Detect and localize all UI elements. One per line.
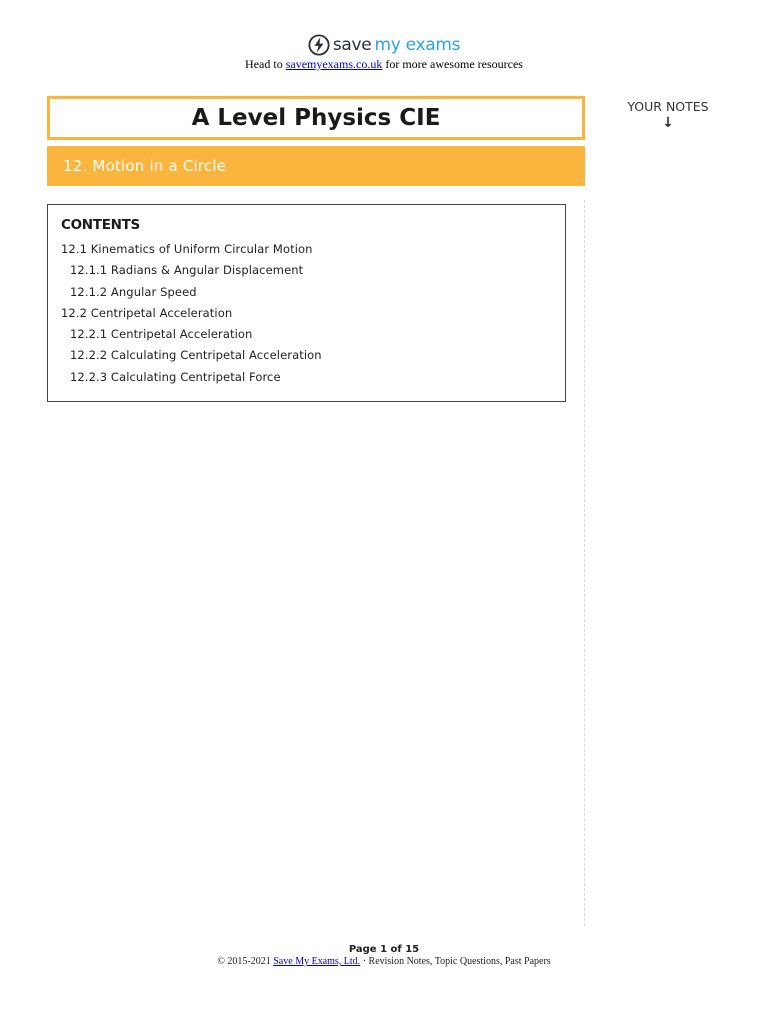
toc-item[interactable]: 12.2.1 Centripetal Acceleration	[70, 327, 253, 342]
brand-name-save: save	[332, 35, 372, 55]
page-title: A Level Physics CIE	[191, 105, 441, 131]
lightning-bolt-icon	[308, 34, 330, 56]
chapter-title: 12. Motion in a Circle	[63, 157, 227, 175]
chapter-banner	[47, 146, 585, 186]
brand-logo[interactable]	[0, 34, 768, 58]
brand-name-rest: my exams	[374, 35, 461, 55]
header-prefix: Head to	[245, 57, 283, 71]
toc-item[interactable]: 12.2 Centripetal Acceleration	[61, 305, 233, 320]
toc-item[interactable]: 12.1.2 Angular Speed	[70, 284, 197, 299]
title-box	[47, 96, 585, 140]
toc-item[interactable]: 12.1 Kinematics of Uniform Circular Motion	[61, 242, 313, 256]
copyright-line	[0, 956, 768, 967]
notes-divider	[584, 200, 585, 926]
header-suffix: for more awesome resources	[385, 57, 523, 71]
copyright-prefix: © 2015-2021	[217, 956, 271, 967]
site-link[interactable]: savemyexams.co.uk	[285, 57, 383, 71]
toc-item[interactable]: 12.2.2 Calculating Centripetal Acceleration	[70, 348, 322, 363]
arrow-down-icon: ↓	[662, 115, 674, 131]
toc-item[interactable]: 12.1.1 Radians & Angular Displacement	[70, 263, 304, 278]
page-number: Page 1 of 15	[348, 944, 420, 955]
contents-box	[47, 204, 566, 402]
company-link[interactable]: Save My Exams, Ltd.	[273, 956, 361, 967]
contents-heading: CONTENTS	[61, 217, 140, 233]
header-line	[0, 57, 768, 72]
copyright-suffix: · Revision Notes, Topic Questions, Past Papers	[362, 956, 551, 967]
your-notes-label	[610, 99, 726, 131]
toc-item[interactable]: 12.2.3 Calculating Centripetal Force	[70, 369, 281, 384]
notes-label-text: YOUR NOTES	[627, 99, 709, 114]
page-footer	[0, 944, 768, 967]
